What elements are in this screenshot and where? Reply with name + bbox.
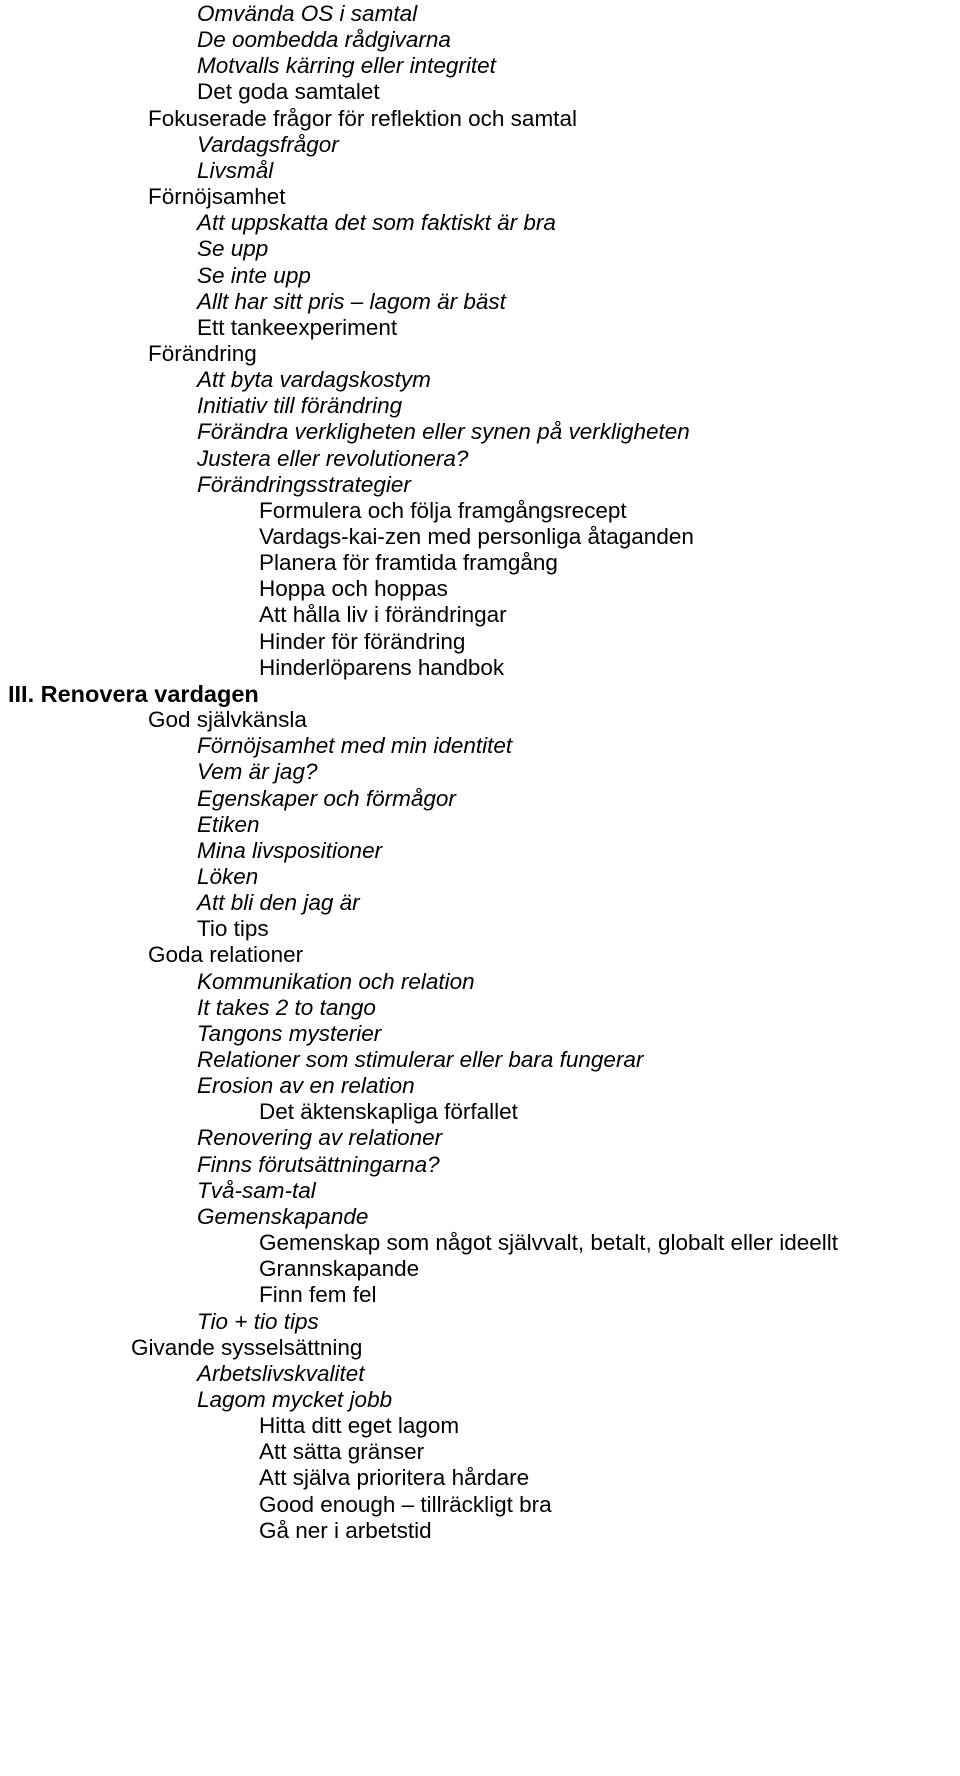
toc-entry: Planera för framtida framgång	[259, 550, 558, 576]
toc-entry: Fokuserade frågor för reflektion och samtal	[148, 105, 577, 131]
toc-entry: Hoppa och hoppas	[259, 576, 448, 602]
toc-entry: It takes 2 to tango	[197, 994, 376, 1020]
toc-entry: Etiken	[197, 811, 260, 837]
toc-entry: Tangons mysterier	[197, 1020, 382, 1046]
toc-entry: Att själva prioritera hårdare	[259, 1465, 530, 1491]
toc-entry: Ett tankeexperiment	[197, 314, 398, 340]
toc-entry: Erosion av en relation	[197, 1073, 415, 1099]
toc-entry: Att hålla liv i förändringar	[259, 602, 507, 628]
toc-entry: Arbetslivskvalitet	[197, 1360, 365, 1386]
toc-entry: Justera eller revolutionera?	[197, 445, 469, 471]
toc-entry: Tio + tio tips	[197, 1308, 319, 1334]
toc-entry: Vem är jag?	[197, 759, 318, 785]
toc-entry: Finn fem fel	[259, 1282, 377, 1308]
toc-entry: Det äktenskapliga förfallet	[259, 1099, 518, 1125]
toc-entry: Se upp	[197, 236, 269, 262]
toc-entry: Goda relationer	[148, 942, 304, 968]
toc-entry: Två-sam-tal	[197, 1177, 316, 1203]
toc-entry: Grannskapande	[259, 1256, 420, 1282]
toc-entry: Löken	[197, 863, 259, 889]
toc-entry: Att byta vardagskostym	[197, 367, 431, 393]
toc-entry: Hitta ditt eget lagom	[259, 1413, 460, 1439]
toc-entry: Att sätta gränser	[259, 1439, 425, 1465]
toc-entry: Vardags-kai-zen med personliga åtaganden	[259, 524, 694, 549]
toc-entry: Förändring	[148, 340, 257, 366]
toc-entry: Allt har sitt pris – lagom är bäst	[197, 288, 506, 314]
toc-entry: Relationer som stimulerar eller bara fungerar	[197, 1047, 644, 1072]
toc-entry: Att uppskatta det som faktiskt är bra	[197, 210, 556, 236]
toc-entry: Förnöjsamhet med min identitet	[197, 733, 513, 759]
toc-entry: Motvalls kärring eller integritet	[197, 53, 496, 79]
toc-entry: Good enough – tillräckligt bra	[259, 1491, 552, 1517]
toc-entry: Hinderlöparens handbok	[259, 654, 505, 680]
toc-entry: Vardagsfrågor	[197, 131, 339, 157]
toc-entry: Förändringsstrategier	[197, 471, 411, 497]
toc-entry: Gemenskap som något självvalt, betalt, globalt eller ideellt	[259, 1230, 839, 1256]
toc-entry: God självkänsla	[148, 707, 307, 733]
toc-entry: Renovering av relationer	[197, 1125, 443, 1151]
toc-entry: Initiativ till förändring	[197, 393, 403, 419]
toc-entry: Förnöjsamhet	[148, 184, 286, 210]
toc-entry: Formulera och följa framgångsrecept	[259, 497, 627, 523]
toc-entry: Kommunikation och relation	[197, 968, 475, 994]
toc-entry: Hinder för förändring	[259, 628, 466, 654]
toc-entry: Mina livspositioner	[197, 837, 383, 863]
toc-entry: Finns förutsättningarna?	[197, 1151, 440, 1177]
toc-entry: Omvända OS i samtal	[197, 1, 418, 26]
toc-entry: Givande sysselsättning	[131, 1334, 363, 1360]
toc-entry: Tio tips	[197, 916, 269, 942]
toc-entry: Se inte upp	[197, 262, 311, 288]
toc-entry: Gå ner i arbetstid	[259, 1517, 432, 1543]
section-heading: III. Renovera vardagen	[8, 680, 259, 707]
toc-entry: Att bli den jag är	[197, 890, 360, 916]
toc-entry: De oombedda rådgivarna	[197, 27, 451, 53]
toc-entry: Det goda samtalet	[197, 79, 380, 105]
toc-entry: Livsmål	[197, 157, 274, 183]
toc-entry: Lagom mycket jobb	[197, 1386, 393, 1412]
toc-entry: Förändra verkligheten eller synen på verkligheten	[197, 419, 690, 445]
toc-entry: Gemenskapande	[197, 1203, 369, 1229]
toc-entry: Egenskaper och förmågor	[197, 785, 456, 811]
